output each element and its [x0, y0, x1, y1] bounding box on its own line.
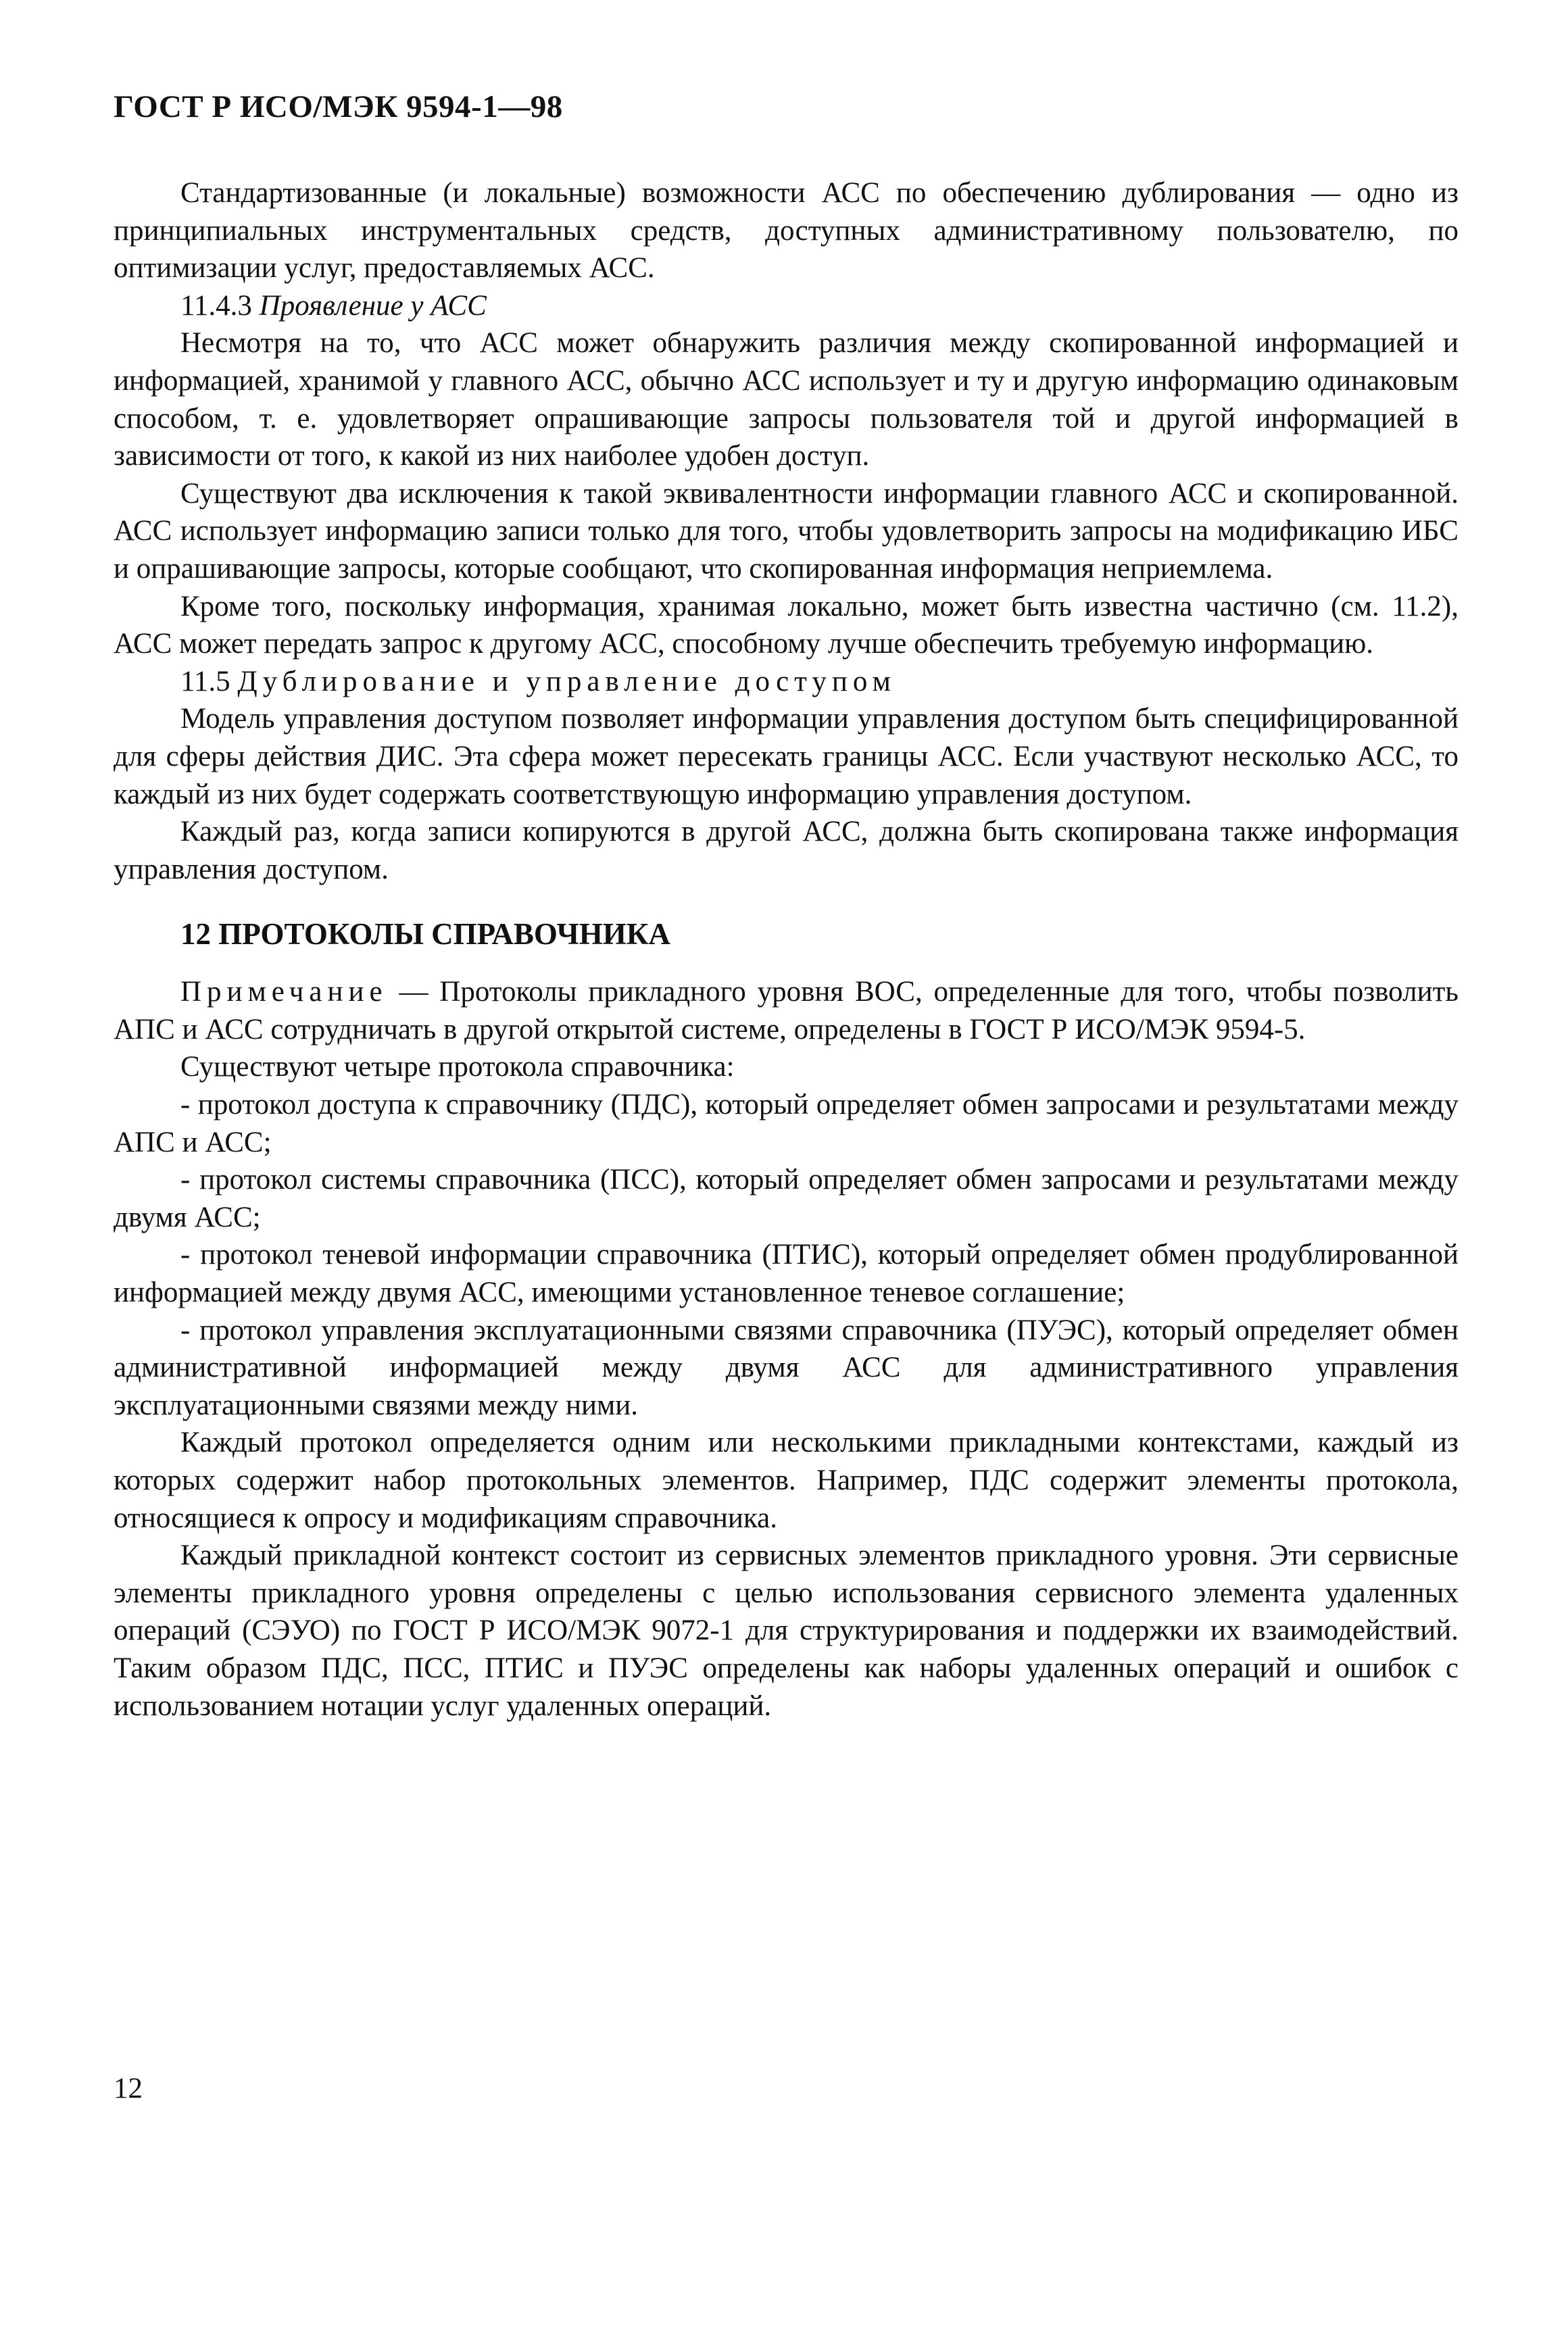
paragraph: Несмотря на то, что АСС может обнаружить различия между скопированной информацией и информацией, хранимой у главного АСС, обычно АСС использует и ту и другую информацию одинаковым способом, т. е. удовлетворяет опрашивающие запросы пользователя той и другой информацией в зависимости от того, к какой из них наиболее удобен доступ. [114, 327, 1459, 472]
note-text: — Протоколы прикладного уровня ВОС, определенные для того, чтобы позволить АПС и АСС сотрудничать в другой открытой системе, определены в ГОСТ Р ИСО/МЭК 9594-5. [114, 976, 1459, 1045]
subsection-heading-11-4-3 [114, 287, 1459, 325]
section-heading-12: 12 ПРОТОКОЛЫ СПРАВОЧНИКА [180, 917, 670, 952]
paragraph: Каждый протокол определяется одним или несколькими прикладными контекстами, каждый из которых содержит набор протокольных элементов. Например, ПДС содержит элементы протокола, относящиеся к опросу и модификациям справочника. [114, 1427, 1459, 1534]
subsection-number: 11.5 [180, 665, 230, 697]
paragraph: Существуют два исключения к такой эквивалентности информации главного АСС и скопированной. АСС использует информацию записи только для того, чтобы удовлетворить запросы на модификацию ИБС и опрашивающие запросы, которые сообщают, что скопированная информация неприемлема. [114, 477, 1459, 585]
subsection-title: Дублирование и управление доступом [237, 665, 896, 697]
list-item: - протокол доступа к справочнику (ПДС), который определяет обмен запросами и результатами между АПС и АСС; [114, 1089, 1459, 1158]
paragraph: Каждый прикладной контекст состоит из сервисных элементов прикладного уровня. Эти сервисные элементы прикладного уровня определены с целью использования сервисного элемента удаленных операций (СЭУО) по ГОСТ Р ИСО/МЭК 9072-1 для структурирования и поддержки их взаимодействий. Таким образом ПДС, ПСС, ПТИС и ПУЭС определены как наборы удаленных операций и ошибок с использованием нотации услуг удаленных операций. [114, 1539, 1459, 1722]
paragraph: Каждый раз, когда записи копируются в другой АСС, должна быть скопирована также информация управления доступом. [114, 816, 1459, 885]
list-item: - протокол управления эксплуатационными связями справочника (ПУЭС), который определяет обмен административной информацией между двумя АСС для административного управления эксплуатационными связями между ними. [114, 1314, 1459, 1421]
page-number: 12 [114, 2073, 143, 2104]
subsection-title: Проявление у АСС [259, 289, 487, 322]
list-item: - протокол системы справочника (ПСС), который определяет обмен запросами и результатами между двумя АСС; [114, 1164, 1459, 1233]
subsection-number: 11.4.3 [180, 289, 252, 322]
page-body [114, 87, 1459, 1725]
note-label: Примечание [180, 976, 388, 1008]
subsection-heading-11-5 [114, 663, 1459, 701]
paragraph: Модель управления доступом позволяет информации управления доступом быть специфицированной для сферы действия ДИС. Эта сфера может пересекать границы АСС. Если участвуют несколько АСС, то каждый из них будет содержать соответствующую информацию управления доступом. [114, 703, 1459, 810]
paragraph: Стандартизованные (и локальные) возможности АСС по обеспечению дублирования — одно из принципиальных инструментальных средств, доступных административному пользователю, по оптимизации услуг, предоставляемых АСС. [114, 177, 1459, 285]
document-header: ГОСТ Р ИСО/МЭК 9594-1—98 [114, 89, 563, 124]
list-item: - протокол теневой информации справочника (ПТИС), который определяет обмен продублированной информацией между двумя АСС, имеющими установленное теневое соглашение; [114, 1239, 1459, 1309]
paragraph: Кроме того, поскольку информация, хранимая локально, может быть известна частично (см. 11.2), АСС может передать запрос к другому АСС, способному лучше обеспечить требуемую информацию. [114, 590, 1459, 660]
document-content [114, 174, 1459, 1725]
paragraph: Существуют четыре протокола справочника: [180, 1051, 735, 1083]
note [114, 973, 1459, 1048]
